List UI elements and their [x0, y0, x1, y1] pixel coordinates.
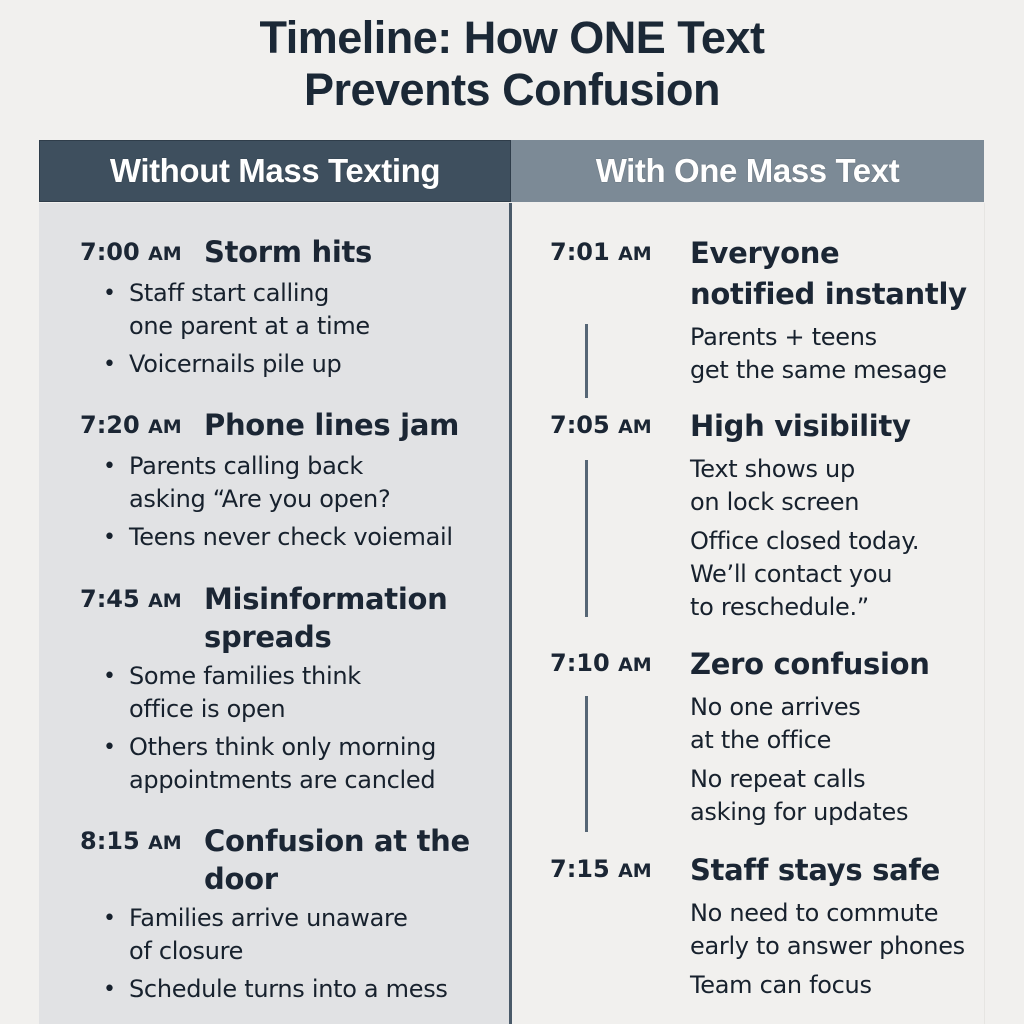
event-description: Text shows up on lock screen	[690, 455, 860, 516]
bullet-item: • Staff start calling one parent at a time	[103, 279, 370, 340]
with-mass-text-header	[511, 140, 984, 202]
without-mass-texting-header	[39, 140, 511, 202]
without-header-label: Without Mass Texting	[109, 152, 441, 189]
timeline-connector	[585, 696, 588, 832]
event-time: 7:10 AM	[550, 649, 652, 677]
bullet-item: • Voicernails pile up	[104, 348, 500, 381]
without-event-0815	[80, 822, 500, 1011]
event-heading: Zero confusion	[690, 647, 930, 681]
event-heading: Phone lines jam	[204, 408, 460, 442]
event-time: 7:45 AM	[80, 585, 182, 613]
event-heading: Staff stays safe	[690, 853, 941, 887]
title-line-1: Timeline: How ONE Text	[259, 12, 765, 63]
event-description: No repeat calls asking for updates	[690, 765, 909, 826]
bullet-icon: •	[103, 454, 116, 479]
bullet-item: • Parents calling back asking “Are you open?	[103, 452, 391, 513]
event-time: 7:01 AM	[550, 238, 652, 266]
bullet-icon: •	[103, 977, 116, 1002]
event-time: 7:00 AM	[80, 238, 182, 266]
bullet-item: • Schedule turns into a mess	[104, 973, 500, 1006]
bullet-icon: •	[103, 352, 116, 377]
title-line-2: Prevents Confusion	[303, 64, 721, 115]
bullet-icon: •	[103, 906, 116, 931]
event-heading: Storm hits	[204, 235, 372, 269]
event-bullets	[80, 277, 500, 381]
event-description: Parents + teens get the same mesage	[690, 323, 947, 384]
without-event-0700	[80, 233, 500, 386]
event-heading: Misinformation spreads	[204, 582, 448, 654]
message-quote: Office closed today. We’ll contact you to reschedule.”	[690, 527, 920, 621]
timeline-connector	[585, 460, 588, 617]
event-heading: Confusion at the door	[204, 824, 470, 896]
page-title	[0, 12, 1024, 116]
event-description: Team can focus	[690, 971, 872, 999]
bullet-item: • Some families think office is open	[103, 662, 361, 723]
timeline-connector	[585, 324, 588, 398]
bullet-item: • Teens never check voiemail	[104, 521, 500, 554]
event-heading: High visibility	[690, 409, 911, 443]
event-heading: Everyone notified instantly	[690, 236, 967, 311]
bullet-icon: •	[103, 525, 116, 550]
bullet-item: • Families arrive unaware of closure	[103, 904, 408, 965]
event-description: No need to commute early to answer phones	[690, 899, 965, 960]
event-bullets	[80, 660, 500, 797]
bullet-icon: •	[103, 664, 116, 689]
with-column	[512, 203, 985, 1024]
with-header-label: With One Mass Text	[595, 152, 900, 189]
event-time: 8:15 AM	[80, 827, 182, 855]
event-time: 7:05 AM	[550, 411, 652, 439]
event-description: No one arrives at the office	[690, 693, 861, 754]
without-event-0745	[80, 580, 500, 802]
event-time: 7:20 AM	[80, 411, 182, 439]
event-time: 7:15 AM	[550, 855, 652, 883]
bullet-item: • Others think only morning appointments are cancled	[103, 733, 437, 794]
event-bullets	[80, 902, 500, 1006]
without-column	[39, 203, 512, 1024]
without-event-0720	[80, 406, 500, 559]
event-bullets	[80, 450, 500, 554]
bullet-icon: •	[103, 281, 116, 306]
bullet-icon: •	[103, 735, 116, 760]
